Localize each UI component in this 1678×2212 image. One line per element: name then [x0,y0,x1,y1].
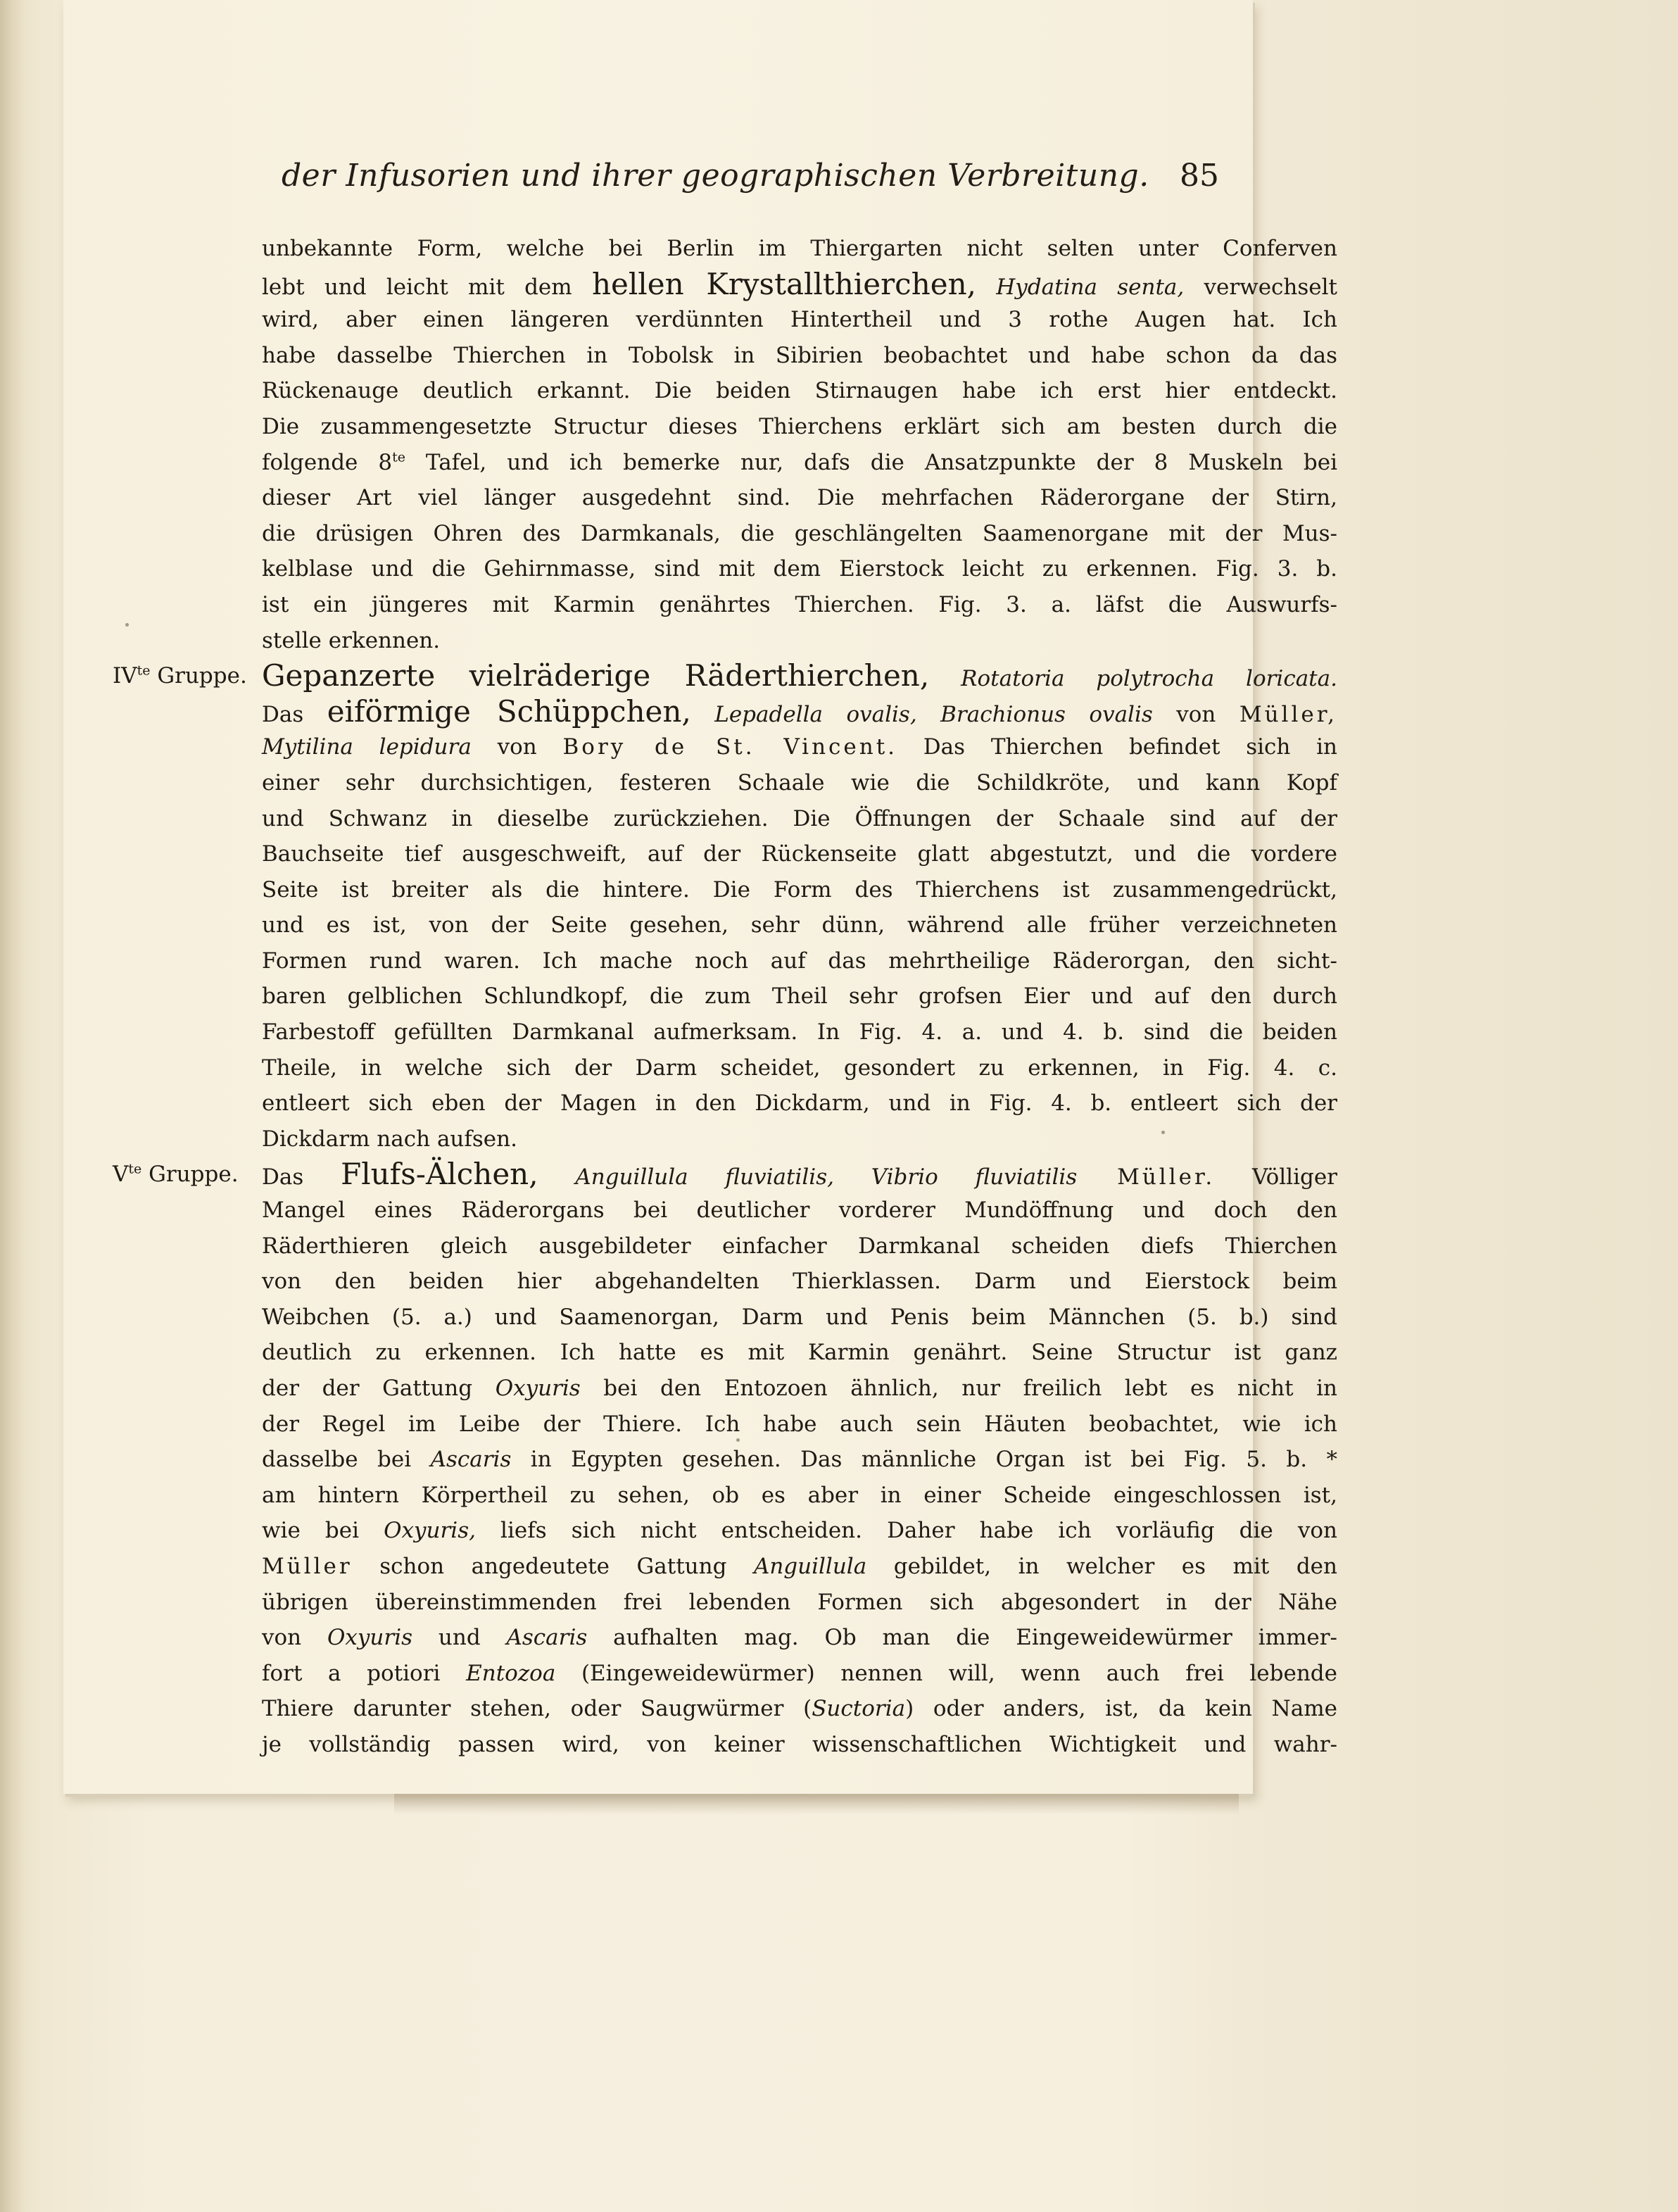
paper-speck [125,623,129,627]
text-line: fort a potiori Entozoa (Eingeweidewürmer) nennen will, wenn auch frei lebende [262,1660,1337,1686]
author-name: Müller. [1077,1164,1216,1190]
text-line: die drüsigen Ohren des Darmkanals, die geschlängelten Saamenorgane mit der Mus- [262,520,1337,546]
group-v-heading-line: $V^{te}$ Gruppe. Das Flufs-Älchen, Anguillula fluviatilis, Vibrio fluviatilis Müller. Völliger [113,1157,1338,1192]
text-line: dasselbe bei Ascaris in Egypten gesehen. Das männliche Organ ist bei Fig. 5. b. * [262,1447,1338,1473]
group-iv-label: $IV^{te}$ Gruppe. [113,662,247,689]
text-line: Mytilina lepidura von Bory de St. Vincent. Das Thierchen befindet sich in [262,734,1337,760]
author-name: Bory de St. Vincent. [562,734,898,760]
text-line: Bauchseite tief ausgeschweift, auf der Rückenseite glatt abgestutzt, und die vordere [262,841,1337,867]
text-line: dieser Art viel länger ausgedehnt sind. Die mehrfachen Räderorgane der Stirn, [262,485,1337,511]
genus-name: Anguillula [753,1553,867,1579]
text-line: Das eiförmige Schüppchen, Lepadella ovalis, Brachionus ovalis von Müller, [262,693,1337,729]
author-name: Müller [262,1553,353,1579]
species-latin-name: Hydatina senta, [976,274,1185,300]
text-line: baren gelblichen Schlundkopf, die zum Theil sehr grofsen Eier und auf den durch [262,984,1337,1010]
text-line: habe dasselbe Thierchen in Tobolsk in Sibirien beobachtet und habe schon da das [262,342,1337,368]
text-line: von den beiden hier abgehandelten Thierklassen. Darm und Eierstock beim [262,1269,1337,1295]
text-line: der der Gattung Oxyuris bei den Entozoen ähnlich, nur freilich lebt es nicht in [262,1376,1337,1401]
text-line: wie bei Oxyuris, liefs sich nicht entscheiden. Daher habe ich vorläufig die von [262,1518,1338,1544]
text-line: von Oxyuris und Ascaris aufhalten mag. Ob man die Eingeweidewürmer immer- [262,1625,1338,1651]
text-line: kelblase und die Gehirnmasse, sind mit dem Eierstock leicht zu erkennen. Fig. 3. b. [262,556,1337,582]
text-line: ist ein jüngeres mit Karmin genährtes Thierchen. Fig. 3. a. läfst die Auswurfs- [262,591,1337,617]
species-common-name: Flufs-Älchen, [341,1157,538,1192]
text-line: stelle erkennen. [262,627,441,653]
text-line: übrigen übereinstimmenden frei lebenden Formen sich abgesondert in der Nähe [262,1589,1337,1615]
text-line: Thiere darunter stehen, oder Saugwürmer (Suctoria) oder anders, ist, da kein Name [262,1696,1337,1722]
text-line: folgende $8^{te}$ Tafel, und ich bemerke nur, dafs die Ansatzpunkte der 8 Muskeln bei [262,449,1337,475]
text-line: Farbestoff gefüllten Darmkanal aufmerksam. In Fig. 4. a. und 4. b. sind die beiden [262,1019,1337,1045]
body-text [113,231,1338,1763]
group-iv-heading-line [113,658,1337,694]
text-line: entleert sich eben der Magen in den Dickdarm, und in Fig. 4. b. entleert sich der [262,1091,1337,1117]
running-head [282,155,1225,204]
text-line: Müller schon angedeutete Gattung Anguillula gebildet, in welcher es mit den [262,1553,1337,1579]
text-line: einer sehr durchsichtigen, festeren Schaale wie die Schildkröte, und kann Kopf [262,769,1337,796]
species-latin-name: Anguillula fluviatilis, Vibrio fluviatilis [538,1164,1078,1190]
genus-name: Ascaris [506,1625,588,1651]
taxon-name: Entozoa [466,1660,556,1686]
text-line: lebt und leicht mit dem hellen Krystallthierchen, Hydatina senta, verwechselt [262,266,1338,301]
paper-speck [1161,1131,1165,1134]
text-line: je vollständig passen wird, von keiner wissenschaftlichen Wichtigkeit und wahr- [262,1731,1337,1757]
text-line: Rückenauge deutlich erkannt. Die beiden Stirnaugen habe ich erst hier entdeckt. [262,378,1337,404]
text-line: Mangel eines Räderorgans bei deutlicher vorderer Mundöffnung und doch den [262,1198,1337,1224]
species-latin-name: Rotatoria polytrocha loricata. [929,666,1337,692]
text-line: am hintern Körpertheil zu sehen, ob es aber in einer Scheide eingeschlossen ist, [262,1482,1337,1508]
text-line: der Regel im Leibe der Thiere. Ich habe auch sein Häuten beobachtet, wie ich [262,1411,1337,1437]
species-common-name: hellen Krystallthierchen, [591,266,977,301]
author-name: Müller, [1239,701,1337,727]
species-latin-name: Lepadella ovalis, Brachionus ovalis [690,701,1153,727]
text-line: unbekannte Form, welche bei Berlin im Thiergarten nicht selten unter Conferven [262,236,1337,261]
text-line: Theile, in welche sich der Darm scheidet, gesondert zu erkennen, in Fig. 4. c. [262,1055,1337,1081]
genus-name: Oxyuris [327,1625,413,1651]
species-common-name: eiförmige Schüppchen, [327,693,691,729]
group-title: Gepanzerte vielräderige Räderthierchen, [262,658,930,693]
gutter-shadow [0,0,25,2212]
text-line: Räderthieren gleich ausgebildeter einfacher Darmkanal scheiden diefs Thierchen [262,1233,1337,1259]
genus-name: Oxyuris, [384,1518,476,1544]
species-latin-name: Mytilina lepidura [262,734,472,760]
group-v-label: $V^{te}$ Gruppe. [113,1162,239,1188]
text-line: und Schwanz in dieselbe zurückziehen. Die Öffnungen der Schaale sind auf der [262,805,1337,831]
genus-name: Ascaris [430,1447,512,1473]
text-line: wird, aber einen längeren verdünnten Hintertheil und 3 rothe Augen hat. Ich [262,307,1337,333]
leaf-edge-shadow [394,1794,1239,1815]
text-line: Die zusammengesetzte Structur dieses Thierchens erklärt sich am besten durch die [262,413,1337,439]
text-line: Seite ist breiter als die hintere. Die Form des Thierchens ist zusammengedrückt, [262,876,1337,903]
page-number: 85 [1180,158,1219,194]
text-line: und es ist, von der Seite gesehen, sehr dünn, während alle früher verzeichneten [262,912,1337,938]
text-line: Weibchen (5. a.) und Saamenorgan, Darm und Penis beim Männchen (5. b.) sind [262,1304,1337,1330]
taxon-name: Suctoria [812,1696,906,1722]
text-line: Dickdarm nach aufsen. [262,1126,517,1152]
text-line: Formen rund waren. Ich mache noch auf das mehrtheilige Räderorgan, den sicht- [262,948,1337,974]
running-head-title: der Infusorien und ihrer geographischen Verbreitung. [282,158,1149,194]
genus-name: Oxyuris [495,1376,581,1401]
paper-speck [736,1438,740,1442]
text-line: deutlich zu erkennen. Ich hatte es mit Karmin genährt. Seine Structur ist ganz [262,1340,1337,1366]
